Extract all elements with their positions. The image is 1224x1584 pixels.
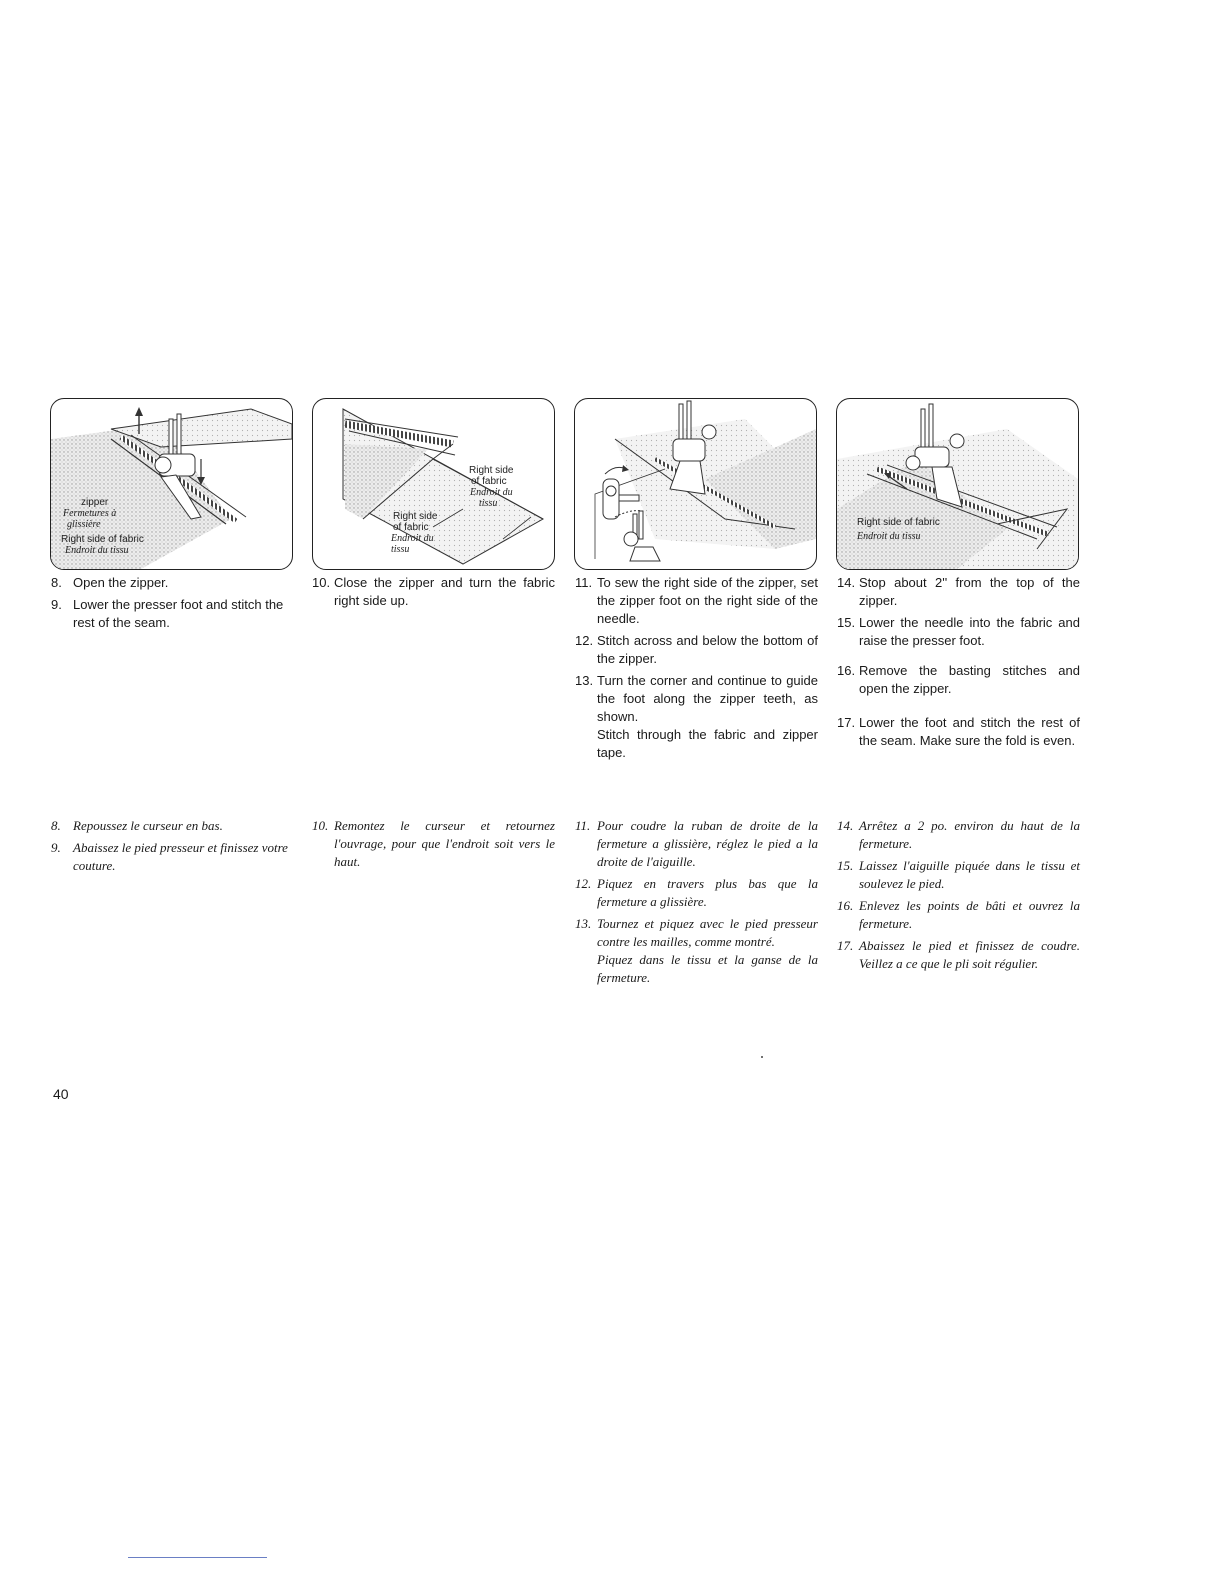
step-text: Pour coudre la ruban de droite de la fermeture a glissière, réglez le pied a la droite de l'aiguille.: [597, 818, 818, 869]
step-number: 8.: [51, 818, 61, 833]
label-endroit-du-2: Endroit du: [391, 533, 434, 544]
step-text: Open the zipper.: [73, 575, 169, 590]
step-number: 10.: [312, 818, 329, 833]
step-item: [837, 937, 1080, 973]
step-text: Stitch across and below the bottom of the zipper.: [597, 633, 818, 666]
english-steps-11-13: [575, 574, 818, 766]
step-text: Enlevez les points de bâti et ouvrez la fermeture.: [859, 898, 1080, 931]
step-text: Remontez le curseur et retournez l'ouvrage, pour que l'endroit soit vers le haut.: [334, 818, 555, 869]
step-number: 11.: [575, 818, 591, 833]
step-item: [837, 574, 1080, 610]
step-text: Stitch through the fabric and zipper tape.: [597, 727, 818, 760]
english-steps-8-9: [51, 574, 294, 636]
step-number: [575, 951, 597, 987]
step-item: [51, 817, 294, 835]
illustration-stop-before-top: [837, 399, 1078, 569]
french-step-10: [312, 817, 555, 875]
stray-mark: [761, 1056, 763, 1058]
step-text: Abaissez le pied presseur et finissez votre couture.: [73, 840, 288, 873]
step-item: [837, 817, 1080, 853]
step-item: [51, 596, 294, 632]
page-number: 40: [53, 1086, 69, 1102]
step-number: 14.: [837, 575, 856, 590]
step-item: [575, 817, 818, 871]
step-text: Arrêtez a 2 po. environ du haut de la fermeture.: [859, 818, 1080, 851]
step-number: 12.: [575, 633, 594, 648]
step-text: Piquez en travers plus bas que la fermeture a glissière.: [597, 876, 818, 909]
illustration-sew-right-side: [575, 399, 816, 569]
label-of-fabric-1: of fabric: [471, 476, 507, 487]
step-number: 9.: [51, 840, 61, 855]
step-number: 17.: [837, 715, 856, 730]
step-text: To sew the right side of the zipper, set the zipper foot on the right side of the needle.: [597, 575, 818, 626]
step-number: 16.: [837, 898, 854, 913]
french-steps-11-13: [575, 817, 818, 991]
step-number: 17.: [837, 938, 854, 953]
step-item: [837, 857, 1080, 893]
step-text: Lower the foot and stitch the rest of the seam. Make sure the fold is even.: [859, 715, 1080, 748]
step-number: 13.: [575, 673, 594, 688]
step-text: Remove the basting stitches and open the zipper.: [859, 663, 1080, 696]
step-number: 15.: [837, 858, 854, 873]
french-steps-14-17: [837, 817, 1080, 977]
step-text: Lower the needle into the fabric and raise the presser foot.: [859, 615, 1080, 648]
label-right-side-of-fabric: Right side of fabric: [61, 534, 144, 545]
french-steps-8-9: [51, 817, 294, 879]
step-number: 15.: [837, 615, 856, 630]
step-text: Laissez l'aiguille piquée dans le tissu et soulevez le pied.: [859, 858, 1080, 891]
step-number: 13.: [575, 916, 592, 931]
step-item: [837, 662, 1080, 698]
label-endroit-du-tissu: Endroit du tissu: [65, 545, 129, 556]
step-text: Abaissez le pied et finissez de coudre. Veillez a ce que le pli soit régulier.: [859, 938, 1080, 971]
label-glissiere: glissière: [67, 519, 101, 530]
label-right-side-1: Right side: [469, 465, 514, 476]
step-item: [312, 574, 555, 610]
step-item: [837, 897, 1080, 933]
step-item: [575, 726, 818, 762]
step-text: Tournez et piquez avec le pied presseur contre les mailles, comme montré.: [597, 916, 818, 949]
step-number: 14.: [837, 818, 854, 833]
step-item: [837, 614, 1080, 650]
step-item: [312, 817, 555, 871]
footer-rule: [128, 1557, 267, 1558]
step-number: 11.: [575, 575, 593, 590]
step-item: [837, 714, 1080, 750]
step-item: [575, 632, 818, 668]
english-steps-14-17: [837, 574, 1080, 754]
step-number: 8.: [51, 575, 62, 590]
step-item: [51, 574, 294, 592]
figure-open-zipper: [50, 398, 293, 570]
label-tissu-1: tissu: [479, 498, 498, 509]
step-item: [51, 839, 294, 875]
illustration-close-zipper: [313, 399, 554, 569]
label-tissu-2: tissu: [391, 544, 410, 555]
label-zipper: zipper: [81, 497, 109, 508]
step-number: 9.: [51, 597, 62, 612]
step-text: Stop about 2'' from the top of the zipper.: [859, 575, 1080, 608]
label-endroit-du-tissu: Endroit du tissu: [857, 531, 921, 542]
step-text: Piquez dans le tissu et la ganse de la fermeture.: [597, 952, 818, 985]
step-item: [575, 915, 818, 951]
step-text: Turn the corner and continue to guide the foot along the zipper teeth, as shown.: [597, 673, 818, 724]
figure-sew-right-side: [574, 398, 817, 570]
step-item: [575, 672, 818, 726]
step-number: [575, 726, 597, 762]
label-right-side-2: Right side: [393, 511, 438, 522]
english-step-10: [312, 574, 555, 614]
step-text: Lower the presser foot and stitch the rest of the seam.: [73, 597, 284, 630]
step-item: [575, 574, 818, 628]
step-item: [575, 951, 818, 987]
figure-close-zipper: [312, 398, 555, 570]
figure-stop-before-top: [836, 398, 1079, 570]
step-item: [575, 875, 818, 911]
label-endroit-du-1: Endroit du: [470, 487, 513, 498]
illustration-open-zipper: [51, 399, 292, 569]
label-right-side-of-fabric: Right side of fabric: [857, 517, 940, 528]
step-number: 16.: [837, 663, 856, 678]
step-number: 10.: [312, 575, 331, 590]
step-number: 12.: [575, 876, 592, 891]
step-text: Close the zipper and turn the fabric right side up.: [334, 575, 555, 608]
label-of-fabric-2: of fabric: [393, 522, 429, 533]
label-fermetures: Fermetures à: [63, 508, 117, 519]
step-text: Repoussez le curseur en bas.: [73, 818, 223, 833]
